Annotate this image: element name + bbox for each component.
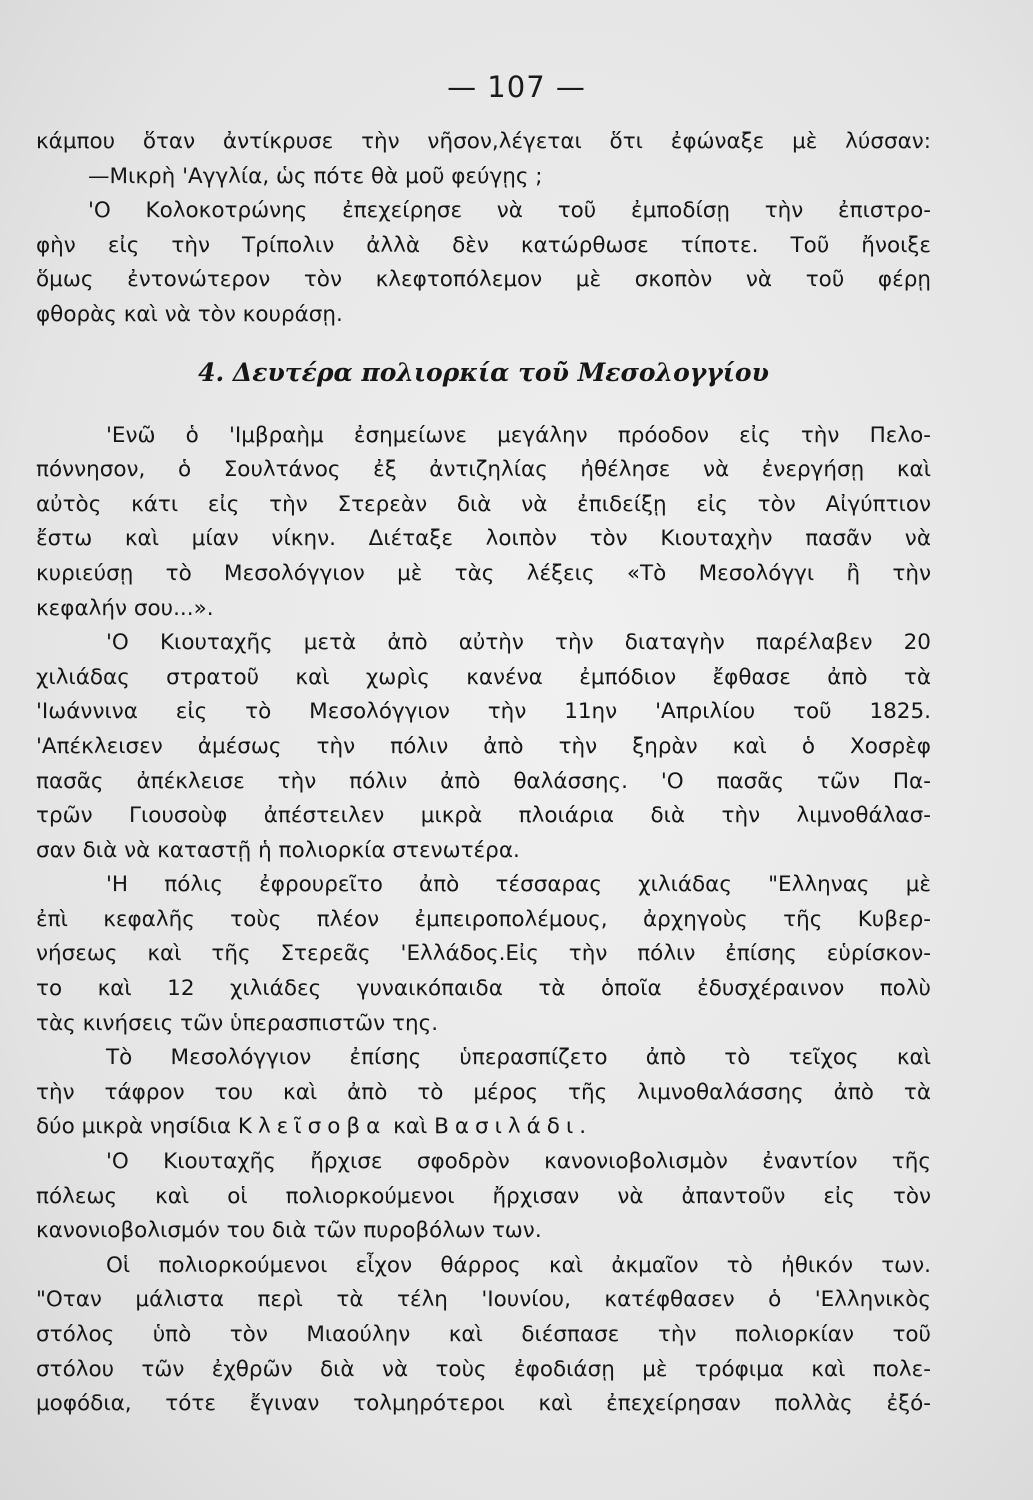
text-line: τρῶν Γιουσοὺφ ἀπέστειλεν μικρὰ πλοιάρια διὰ τὴν λιμνοθάλασ- (36, 803, 931, 829)
text-line: φὴν εἰς τὴν Τρίπολιν ἀλλὰ δὲν κατώρθωσε τίποτε. Τοῦ ἤνοιξε (36, 232, 931, 258)
text-line: 'Ο Κολοκοτρώνης ἐπεχείρησε νὰ τοῦ ἐμποδίσῃ τὴν ἐπιστρο- (88, 198, 931, 224)
text-line: 'Ιωάννινα εἰς τὸ Μεσολόγγιον τὴν 11ην 'Απριλίου τοῦ 1825. (36, 699, 931, 725)
text-fragment: δύο μικρὰ νησίδια (36, 1114, 232, 1140)
text-line: το καὶ 12 χιλιάδες γυναικόπαιδα τὰ ὁποῖα ἐδυσχέραινον πολὺ (36, 976, 931, 1002)
section-heading: 4. Δευτέρα πολιορκία τοῦ Μεσολογγίου (198, 357, 769, 387)
text-line: ἐπὶ κεφαλῆς τοὺς πλέον ἐμπειροπολέμους, ἀρχηγοὺς τῆς Κυβερ- (36, 906, 931, 932)
text-line: φθορὰς καὶ νὰ τὸν κουράσῃ. (36, 301, 343, 327)
text-line: πασᾶς ἀπέκλεισε τὴν πόλιν ἀπὸ θαλάσσης. 'Ο πασᾶς τῶν Πα- (36, 768, 931, 794)
text-line: Οἱ πολιορκούμενοι εἶχον θάρρος καὶ ἀκμαῖον τὸ ἠθικόν των. (106, 1252, 931, 1278)
text-line: 'Η πόλις ἐφρουρεῖτο ἀπὸ τέσσαρας χιλιάδας "Ελληνας μὲ (106, 872, 931, 898)
heading-spacer (36, 403, 931, 419)
page-number: — 107 — (447, 70, 586, 104)
text-line: 'Ο Κιουταχῆς μετὰ ἀπὸ αὐτὴν τὴν διαταγὴν παρέλαβεν 20 (106, 630, 931, 656)
place-name-kleisova: Κλεῖσοβα (237, 1114, 387, 1140)
text-line: τὴν τάφρον του καὶ ἀπὸ τὸ μέρος τῆς λιμνοθαλάσσης ἀπὸ τὰ (36, 1079, 931, 1105)
text-line: πόλεως καὶ οἱ πολιορκούμενοι ἤρχισαν νὰ ἀπαντοῦν εἰς τὸν (36, 1183, 931, 1209)
text-line: ὅμως ἐντονώτερον τὸν κλεφτοπόλεμον μὲ σκοπὸν νὰ τοῦ φέρῃ (36, 267, 931, 293)
body-text (36, 125, 931, 1422)
text-line: ἔστω καὶ μίαν νίκην. Διέταξε λοιπὸν τὸν Κιουταχὴν πασᾶν νὰ (36, 526, 931, 552)
place-name-vasiladi: Βασιλάδι. (434, 1114, 593, 1140)
text-line: χιλιάδας στρατοῦ καὶ χωρὶς κανένα ἐμπόδιον ἔφθασε ἀπὸ τὰ (36, 664, 931, 690)
conjunction-word: καὶ (393, 1114, 428, 1140)
text-line: στόλος ὑπὸ τὸν Μιαούλην καὶ διέσπασε τὴν πολιορκίαν τοῦ (36, 1322, 931, 1347)
text-line (36, 1110, 931, 1145)
text-line: κανονιοβολισμόν του διὰ τῶν πυροβόλων των. (36, 1218, 542, 1244)
text-line: 'Απέκλεισεν ἀμέσως τὴν πόλιν ἀπὸ τὴν ξηρὰν καὶ ὁ Χοσρὲφ (36, 733, 931, 759)
text-line: Τὸ Μεσολόγγιον ἐπίσης ὑπερασπίζετο ἀπὸ τὸ τεῖχος καὶ (106, 1045, 931, 1071)
text-line: τὰς κινήσεις τῶν ὑπερασπιστῶν της. (36, 1010, 439, 1036)
text-line: 'Ο Κιουταχῆς ἤρχισε σφοδρὸν κανονιοβολισμὸν ἐναντίον τῆς (106, 1149, 931, 1175)
text-line: "Οταν μάλιστα περὶ τὰ τέλη 'Ιουνίου, κατέφθασεν ὁ 'Ελληνικὸς (36, 1287, 931, 1313)
text-line: πόννησον, ὁ Σουλτάνος ἐξ ἀντιζηλίας ἠθέλησε νὰ ἐνεργήσῃ καὶ (36, 457, 931, 483)
text-line: κεφαλήν σου...». (36, 595, 214, 621)
text-line: —Μικρὴ 'Αγγλία, ὡς πότε θὰ μοῦ φεύγῃς ; (88, 163, 543, 189)
text-line: μοφόδια, τότε ἔγιναν τολμηρότεροι καὶ ἐπεχείρησαν πολλὰς ἐξό- (36, 1391, 931, 1417)
text-line: αὐτὸς κάτι εἰς τὴν Στερεὰν διὰ νὰ ἐπιδείξῃ εἰς τὸν Αἰγύπτιον (36, 491, 931, 517)
text-line: 'Ενῶ ὁ 'Ιμβραὴμ ἐσημείωνε μεγάλην πρόοδον εἰς τὴν Πελο- (106, 422, 931, 448)
text-line: σαν διὰ νὰ καταστῇ ἡ πολιορκία στενωτέρα. (36, 837, 520, 863)
text-line: κυριεύσῃ τὸ Μεσολόγγιον μὲ τὰς λέξεις «Τὸ Μεσολόγγι ἢ τὴν (36, 560, 931, 586)
text-line: κάμπου ὅταν ἀντίκρυσε τὴν νῆσον,λέγεται ὅτι ἐφώναξε μὲ λύσσαν: (36, 129, 931, 154)
text-line: στόλου τῶν ἐχθρῶν διὰ νὰ τοὺς ἐφοδιάσῃ μὲ τρόφιμα καὶ πολε- (36, 1356, 931, 1382)
text-line: νήσεως καὶ τῆς Στερεᾶς 'Ελλάδος.Εἰς τὴν πόλιν ἐπίσης εὑρίσκον- (36, 941, 931, 967)
